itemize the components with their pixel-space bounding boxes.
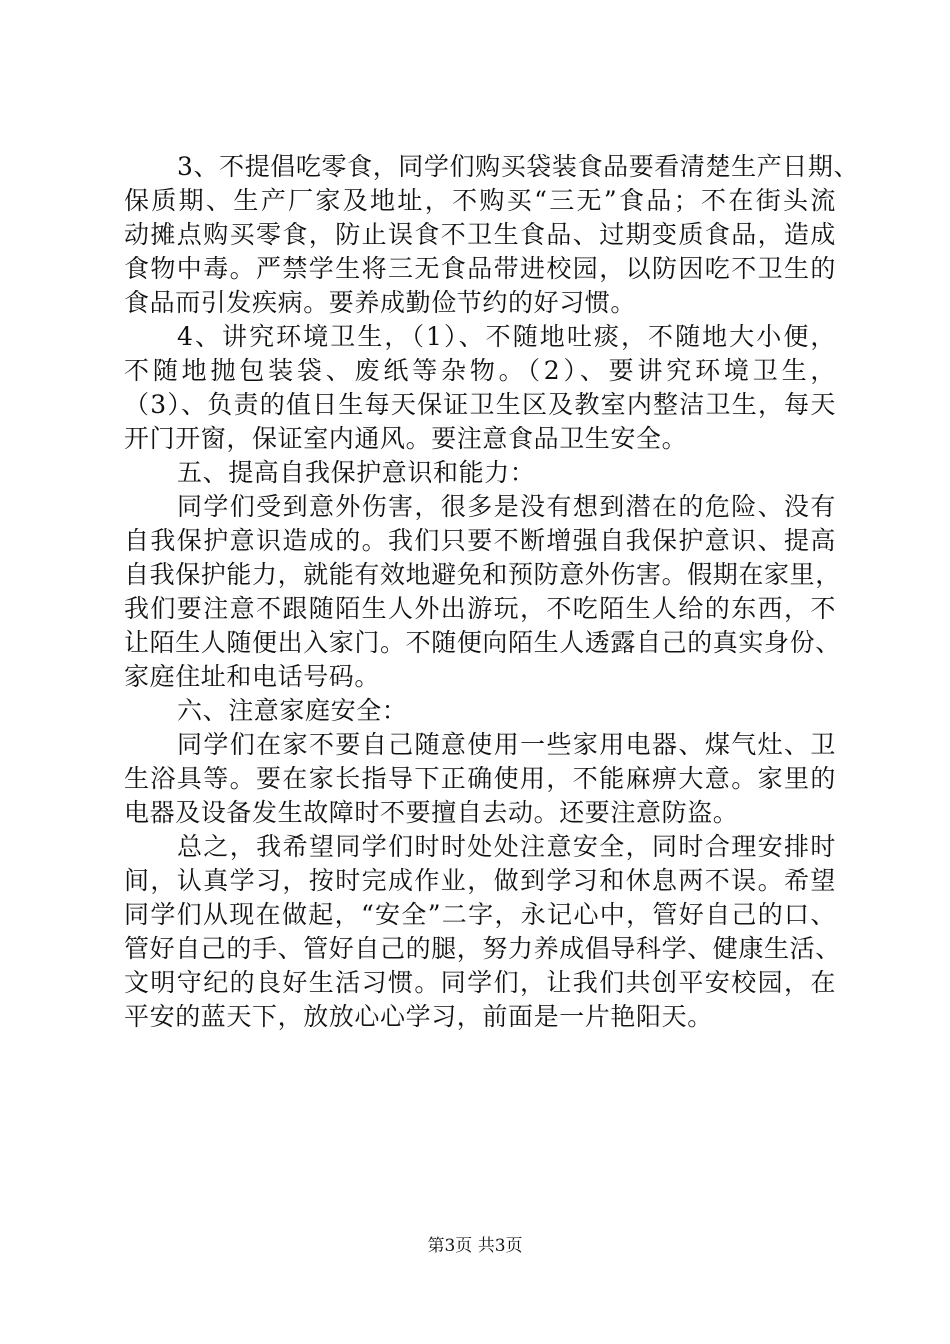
paragraph-line: 自我保护意识造成的。我们只要不断增强自我保护意识、提高 xyxy=(124,526,836,555)
section-heading: 五、提高自我保护意识和能力： xyxy=(177,458,536,487)
paragraph-line: 4、讲究环境卫生，（1）、不随地吐痰，不随地大小便， xyxy=(177,322,836,351)
paragraph-line: 同学们在家不要自己随意使用一些家用电器、煤气灶、卫 xyxy=(177,730,836,759)
document-body xyxy=(124,150,860,1034)
paragraph-line: 同学们受到意外伤害，很多是没有想到潜在的危险、没有 xyxy=(177,492,836,521)
paragraph-line: 平安的蓝天下，放放心心学习，前面是一片艳阳天。 xyxy=(124,1002,713,1031)
paragraph-line: 动摊点购买零食，防止误食不卫生食品、过期变质食品，造成 xyxy=(124,220,836,249)
paragraph-line: 管好自己的手、管好自己的腿，努力养成倡导科学、健康生活、 xyxy=(124,934,841,963)
section-heading: 六、注意家庭安全： xyxy=(177,696,408,725)
paragraph-line: 保质期、生产厂家及地址，不购买“三无”食品；不在街头流 xyxy=(124,186,836,215)
paragraph-line: 3、不提倡吃零食，同学们购买袋装食品要看清楚生产日期、 xyxy=(177,152,860,181)
paragraph-line: （3）、负责的值日生每天保证卫生区及教室内整洁卫生，每天 xyxy=(124,390,836,419)
paragraph-line: 文明守纪的良好生活习惯。同学们，让我们共创平安校园，在 xyxy=(124,968,836,997)
paragraph-line: 生浴具等。要在家长指导下正确使用，不能麻痹大意。家里的 xyxy=(124,764,836,793)
paragraph-line: 电器及设备发生故障时不要擅自去动。还要注意防盗。 xyxy=(124,798,739,827)
paragraph-line: 自我保护能力，就能有效地避免和预防意外伤害。假期在家里， xyxy=(124,560,841,589)
paragraph-line: 我们要注意不跟随陌生人外出游玩，不吃陌生人给的东西，不 xyxy=(124,594,836,623)
paragraph-line: 让陌生人随便出入家门。不随便向陌生人透露自己的真实身份、 xyxy=(124,628,841,657)
paragraph-line: 食物中毒。严禁学生将三无食品带进校园，以防因吃不卫生的 xyxy=(124,254,836,283)
paragraph-line: 总之，我希望同学们时时处处注意安全，同时合理安排时 xyxy=(177,832,836,861)
paragraph-line: 同学们从现在做起，“安全”二字，永记心中，管好自己的口、 xyxy=(124,900,836,929)
paragraph-line: 开门开窗，保证室内通风。要注意食品卫生安全。 xyxy=(124,424,688,453)
paragraph-line: 食品而引发疾病。要养成勤俭节约的好习惯。 xyxy=(124,288,637,317)
page-number-footer: 第3页 共3页 xyxy=(427,1236,523,1256)
paragraph-line: 不随地抛包装袋、废纸等杂物。（2）、要讲究环境卫生， xyxy=(124,356,836,385)
paragraph-line: 家庭住址和电话号码。 xyxy=(124,662,381,691)
paragraph-line: 间，认真学习，按时完成作业，做到学习和休息两不误。希望 xyxy=(124,866,836,895)
